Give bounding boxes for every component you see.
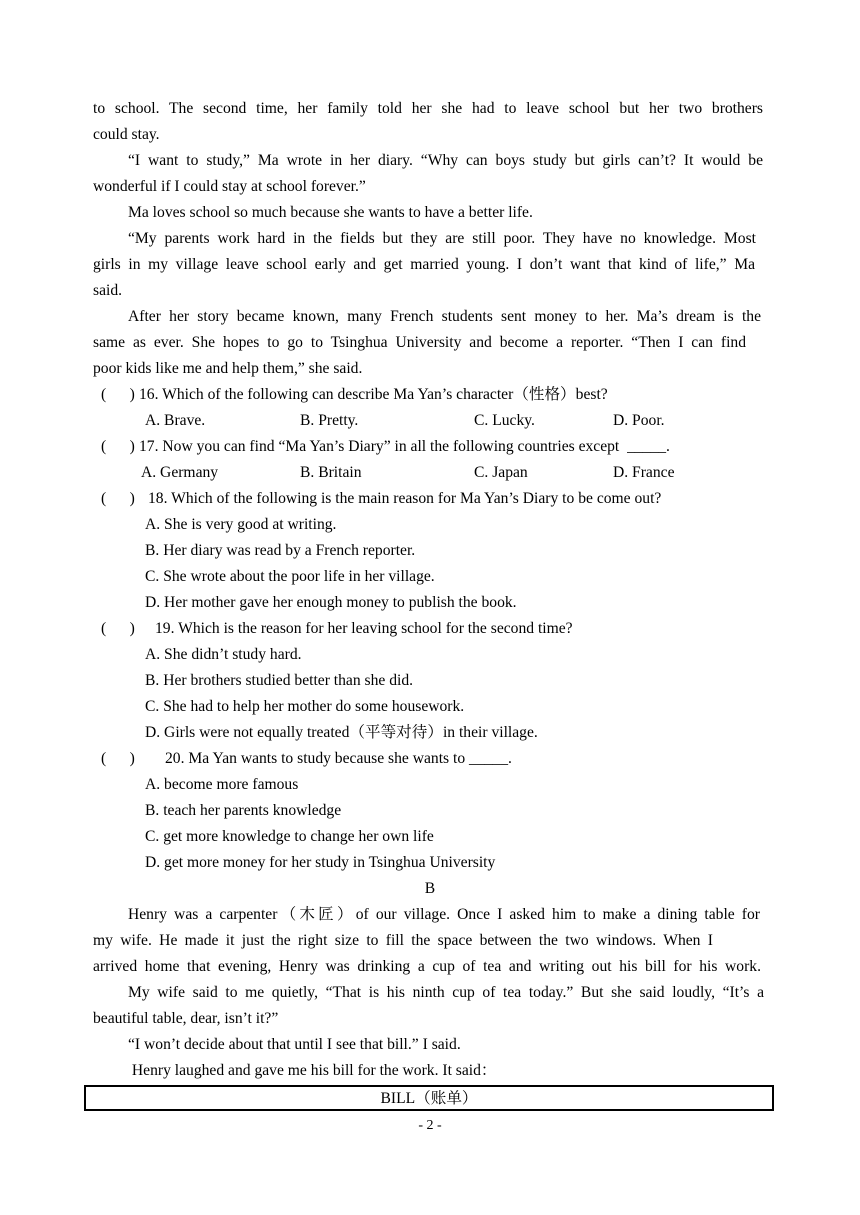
question-text: 16. Which of the following can describe Ma Yan’s character（性格）best? <box>139 386 608 403</box>
paragraph-line: said. <box>93 282 123 299</box>
question-text: 20. Ma Yan wants to study because she wants to _____. <box>165 750 512 767</box>
answer-blank[interactable]: ( ) <box>101 438 135 455</box>
option-a: A. Germany <box>141 464 219 481</box>
option-b: B. Britain <box>300 464 362 481</box>
bill-table-header <box>84 1085 774 1111</box>
paragraph-line: could stay. <box>93 126 160 143</box>
option-b: B. Her diary was read by a French reporter. <box>145 542 416 559</box>
option-c: C. She had to help her mother do some housework. <box>145 698 465 715</box>
paragraph-line: “I won’t decide about that until I see that bill.” I said. <box>128 1036 461 1053</box>
question-text: 18. Which of the following is the main reason for Ma Yan’s Diary to be come out? <box>148 490 662 507</box>
option-d: D. Girls were not equally treated（平等对待）in their village. <box>145 724 538 741</box>
bill-title: BILL（账单） <box>380 1090 478 1107</box>
option-a: A. become more famous <box>145 776 299 793</box>
paragraph-line: arrived home that evening, Henry was drinking a cup of tea and writing out his bill for his work. <box>93 958 761 975</box>
answer-blank[interactable]: ( ) <box>101 750 135 767</box>
question-text: 17. Now you can find “Ma Yan’s Diary” in all the following countries except _____. <box>139 438 670 455</box>
option-a: A. She is very good at writing. <box>145 516 337 533</box>
page-number: - 2 - <box>418 1118 442 1133</box>
paragraph-line: beautiful table, dear, isn’t it?” <box>93 1010 279 1027</box>
section-heading: B <box>424 880 436 897</box>
option-b: B. teach her parents knowledge <box>145 802 342 819</box>
option-b: B. Her brothers studied better than she did. <box>145 672 414 689</box>
paragraph-line: poor kids like me and help them,” she said. <box>93 360 363 377</box>
option-c: C. She wrote about the poor life in her village. <box>145 568 435 585</box>
option-a: A. Brave. <box>145 412 206 429</box>
paragraph-line: my wife. He made it just the right size to fill the space between the two windows. When I <box>93 932 713 949</box>
paragraph-line: girls in my village leave school early and get married young. I don’t want that kind of life,” Ma <box>93 256 755 273</box>
paragraph-line: same as ever. She hopes to go to Tsinghua University and become a reporter. “Then I can find <box>93 334 746 351</box>
option-c: C. Lucky. <box>474 412 535 429</box>
option-d: D. Her mother gave her enough money to publish the book. <box>145 594 517 611</box>
question-text: 19. Which is the reason for her leaving school for the second time? <box>155 620 573 637</box>
option-c: C. get more knowledge to change her own life <box>145 828 434 845</box>
paragraph-line: to school. The second time, her family told her she had to leave school but her two brothers <box>93 100 763 117</box>
option-c: C. Japan <box>474 464 528 481</box>
paragraph-line: Ma loves school so much because she wants to have a better life. <box>128 204 533 221</box>
paragraph-line: wonderful if I could stay at school forever.” <box>93 178 366 195</box>
paragraph-line: Henry laughed and gave me his bill for the work. It said： <box>128 1062 497 1079</box>
option-b: B. Pretty. <box>300 412 359 429</box>
answer-blank[interactable]: ( ) <box>101 386 135 403</box>
option-d: D. get more money for her study in Tsinghua University <box>145 854 496 871</box>
answer-blank[interactable]: ( ) <box>101 490 135 507</box>
option-d: D. Poor. <box>613 412 665 429</box>
option-d: D. France <box>613 464 675 481</box>
paragraph-line: “My parents work hard in the fields but they are still poor. They have no knowledge. Most <box>128 230 756 247</box>
option-a: A. She didn’t study hard. <box>145 646 302 663</box>
paragraph-line: After her story became known, many French students sent money to her. Ma’s dream is the <box>128 308 761 325</box>
paragraph-line: My wife said to me quietly, “That is his ninth cup of tea today.” But she said loudly, “It’s a <box>128 984 764 1001</box>
paragraph-line: “I want to study,” Ma wrote in her diary. “Why can boys study but girls can’t? It would be <box>128 152 763 169</box>
answer-blank[interactable]: ( ) <box>101 620 135 637</box>
paragraph-line: Henry was a carpenter（木匠）of our village. Once I asked him to make a dining table for <box>128 906 760 923</box>
